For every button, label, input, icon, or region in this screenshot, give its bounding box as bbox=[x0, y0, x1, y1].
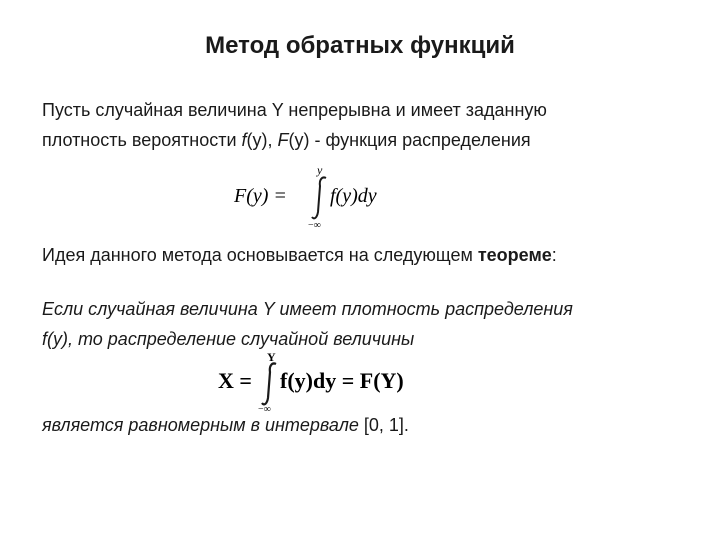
theorem-line-1: Если случайная величина Y имеет плотность распределения bbox=[42, 299, 573, 319]
integral-sign bbox=[262, 363, 276, 404]
transform-formula-lhs: X = bbox=[218, 368, 252, 393]
theorem-word: теореме bbox=[477, 245, 552, 265]
cdf-symbol: F bbox=[277, 130, 289, 150]
cdf-formula bbox=[232, 164, 432, 230]
transform-lower-limit: −∞ bbox=[258, 404, 271, 414]
conclusion-text: является равномерным в интервале bbox=[42, 415, 364, 435]
density-arg: (y), bbox=[246, 130, 278, 150]
transform-upper-limit: Y bbox=[267, 350, 276, 364]
transform-formula bbox=[214, 350, 454, 414]
cdf-lower-limit: −∞ bbox=[308, 220, 321, 230]
theorem-paragraph bbox=[42, 294, 702, 354]
interval-text: [0, 1]. bbox=[363, 415, 409, 435]
intro-line-2 bbox=[42, 125, 702, 155]
cdf-formula-lhs: F(y) = bbox=[234, 185, 287, 207]
theorem-line-2: f(y), то распределение случайной величины bbox=[42, 329, 415, 349]
idea-colon: : bbox=[551, 245, 557, 265]
intro-line-2-start: плотность вероятности bbox=[42, 130, 242, 150]
intro-paragraph bbox=[42, 95, 702, 155]
cdf-upper-limit: y bbox=[317, 164, 323, 177]
intro-line-1: Пусть случайная величина Y непрерывна и имеет заданную bbox=[42, 100, 547, 120]
density-symbol: f bbox=[241, 130, 247, 150]
idea-paragraph bbox=[42, 240, 702, 270]
idea-text: Идея данного метода основывается на следующем bbox=[42, 245, 478, 265]
cdf-integrand: f(y)dy bbox=[330, 185, 377, 207]
intro-line-2-end: - функция распределения bbox=[309, 130, 531, 150]
integral-sign bbox=[312, 177, 326, 218]
slide-title: Метод обратных функций bbox=[205, 32, 515, 59]
conclusion-paragraph bbox=[42, 410, 702, 440]
cdf-arg: (y) bbox=[288, 130, 310, 150]
transform-integrand: f(y)dy = F(Y) bbox=[280, 368, 404, 393]
